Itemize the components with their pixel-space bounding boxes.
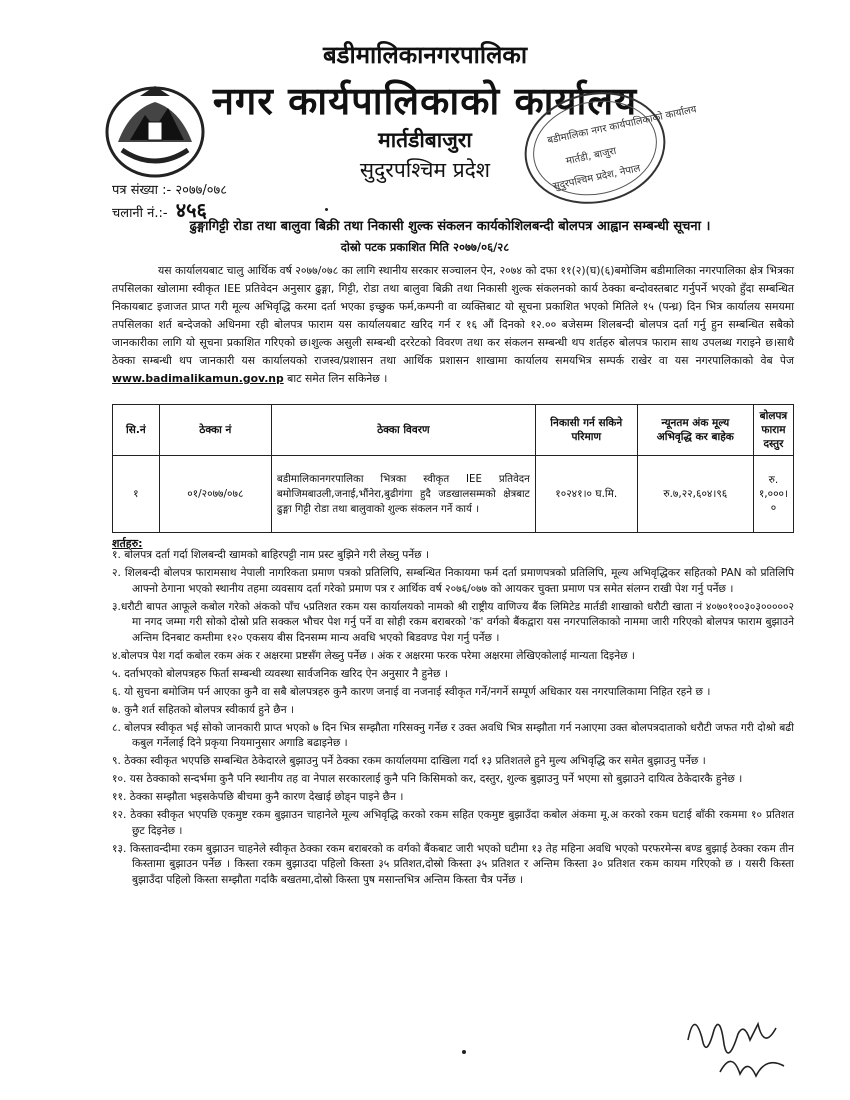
notice-paragraph — [112, 262, 794, 388]
term-item: १०. यस ठेक्काको सन्दर्भमा कुनै पनि स्थानीय तह वा नेपाल सरकारलाई कुनै पनि किसिमको कर, दस्तुर, शुल्क बुझाउनु पर्ने भएमा सो बुझाउने दायित्व ठेकेदारकै हुनेछ । — [112, 773, 743, 786]
cell-description: बडीमालिकानगरपालिका भित्रका स्वीकृत IEE प्रतिवेदन बमोजिमबाउली,जनाई,भौंनेरा,बुढीगंगा हुदै जडखालसम्मको क्षेत्रबाट ढुङ्गा गिट्टी रोडा तथा बालुवाको शुल्क संकलन गर्ने कार्य । — [271, 456, 535, 533]
cell-serial: १ — [113, 456, 160, 533]
scan-speck — [325, 208, 328, 211]
province-name: सुदुरपश्चिम प्रदेश — [359, 158, 491, 182]
term-item: ११. ठेक्का सम्झौता भइसकेपछि बीचमा कुनै कारण देखाई छोड्न पाइने छैन । — [112, 791, 404, 804]
term-item: २. शिलबन्दी बोलपत्र फारामसाथ नेपाली नागरिकता प्रमाण पत्रको प्रतिलिपि, सम्बन्धित निकायमा फर्म दर्ता प्रमाणपत्रको प्रतिलिपि, मूल्य अभिवृद्धिकर सहितको PAN को प्रतिलिपि आफ्नो ठेगाना भएको स्थानीय तहमा व्यवसाय दर्ता गरेको प्रमाण पत्र र आर्थिक वर्ष २०७६/०७७ को आयकर चुक्ता प्रमाण पत्र समेत संलग्न राखी पेश गर्नु पर्नेछ । — [112, 566, 794, 595]
term-item: ५. दर्ताभएको बोलपत्रहरु फिर्ता सम्बन्धी व्यवस्था सार्वजनिक खरिद ऐन अनुसार नै हुनेछ । — [112, 667, 448, 680]
cell-quantity: १०२४१।० घ.मि. — [535, 456, 637, 533]
handwritten-signature — [680, 1000, 800, 1090]
col-serial: सि.नं — [113, 405, 160, 456]
term-item: ४.बोलपत्र पेश गर्दा कबोल रकम अंक र अक्षरमा प्रष्टसँग लेख्नु पर्नेछ । अंक र अक्षरमा फरक परेमा अक्षरमा लेखिएकोलाई मान्यता दिइनेछ । — [112, 649, 635, 662]
col-quantity: निकासी गर्न सकिने परिमाण — [535, 405, 637, 456]
website-link[interactable]: www.badimalikamun.gov.np — [112, 372, 284, 385]
term-item: ३.धरौटी बापत आफूले कबोल गरेको अंकको पाँच ५प्रतिशत रकम यस कार्यालयको नामको श्री राष्ट्रीय वाणिज्य बैंक लिमिटेड मार्तडी शाखाको धरौटी खाता नं ४०७०१००३०३०००००२ मा नगद जम्मा गरी सोको दोस्रो प्रति सक्कल भौचर पेश गर्नु पर्ने वा सोही रकम बराबरको 'क' वर्गको बैंकद्वारा यस नगरपालिकाको नाममा जारी गरिएको बोलपत्र फाराम बुझाउने अन्तिम दिनबाट कम्तीमा १२० एकसय बीस दिनसम्म मान्य अवधि भएको बिडवण्ड पेश गर्नु पर्नेछ । — [112, 600, 794, 644]
terms-list — [112, 548, 794, 891]
contract-table — [112, 404, 794, 533]
svg-text:सुदुरपश्चिम प्रदेश, नेपाल: सुदुरपश्चिम प्रदेश, नेपाल — [552, 163, 642, 193]
term-item: १. बोलपत्र दर्ता गर्दा शिलबन्दी खामको बाहिरपट्टी नाम प्रस्ट बुझिने गरी लेख्नु पर्नेछ । — [112, 549, 429, 561]
term-item: ७. कुनै शर्त सहितको बोलपत्र स्वीकार्य हुने छैन । — [112, 703, 294, 716]
table-row — [113, 456, 794, 533]
district-name: मार्तडीबाजुरा — [378, 128, 472, 152]
col-form-fee: बोलपत्र फाराम दस्तुर — [753, 405, 793, 456]
publication-date: दोस्रो पटक प्रकाशित मिति २०७७/०६/२८ — [340, 240, 510, 254]
notice-paragraph-end: बाट समेत लिन सकिनेछ । — [287, 372, 388, 385]
col-minimum-amount: न्यूनतम अंक मूल्य अभिवृद्धि कर बाहेक — [637, 405, 753, 456]
term-item: ९. ठेक्का स्वीकृत भएपछि सम्बन्धित ठेकेदारले बुझाउनु पर्ने ठेक्का रकम कार्यालयमा दाखिला गर्दा १३ प्रतिशतले हुने मुल्य अभिवृद्धि कर समेत बुझाउनु पर्नेछ । — [112, 755, 706, 768]
term-item: ६. यो सुचना बमोजिम पर्न आएका कुनै वा सबै बोलपत्रहरु कुनै कारण जनाई वा नजनाई स्वीकृत गर्ने/नगर्ने सम्पूर्ण अधिकार यस नगरपालिकामा निहित रहने छ । — [112, 685, 711, 698]
cell-form-fee: रु. १,०००।० — [753, 456, 793, 533]
cell-contract-no: ०१/२०७७/०७८ — [159, 456, 271, 533]
terms-heading: शर्तहरु: — [112, 537, 143, 550]
col-contract-no: ठेक्का नं — [159, 405, 271, 456]
svg-text:मार्तडी, बाजुरा: मार्तडी, बाजुरा — [565, 145, 618, 168]
dispatch-number: ४५६ — [175, 198, 207, 222]
term-item: १३. किस्तावन्दीमा रकम बुझाउन चाहनेले स्वीकृत ठेक्का रकम बराबरको क वर्गको बैंकबाट जारी भएको घटीमा १३ तेह महिना अवधि भएको परफरमेन्स बण्ड बुझाई ठेक्का रकम तीन किस्तामा बुझाउन पर्नेछ । किस्ता रकम बुझाउदा पहिलो किस्ता ३५ प्रतिशत,दोस्रो किस्ता ३५ प्रतिशत र अन्तिम किस्ता ३० प्रतिशत रकम कायम गरिएको छ । यसरी किस्ता बुझाउँदा पहिलो किस्ता सम्झौता गर्दाकै बखतमा,दोस्रो किस्ता पुष मसान्तभित्र अन्तिम किस्ता चैत्र पर्नेछ । — [112, 842, 794, 886]
official-stamp — [520, 88, 698, 208]
term-item: ८. बोलपत्र स्वीकृत भई सोको जानकारी प्राप्त भएको ७ दिन भित्र सम्झौता गरिसक्नु गर्नेछ र उक्त अवधि भित्र सम्झौता गर्न नआएमा उक्त बोलपत्रदाताको धरौटी जफत गरी दोश्रो बढी कबुल गर्नेलाई दिने प्रकृया नियमानुसार अगाडि बढाइनेछ । — [112, 721, 794, 750]
dispatch-label: चलानी नं.:- — [112, 206, 168, 221]
term-item: १२. ठेक्का स्वीकृत भएपछि एकमुष्ट रकम बुझाउन चाहानेले मूल्य अभिवृद्धि करको रकम सहित एकमुष्ट बुझाउँदा कबोल अंकमा मू.अ करको रकम घटाई बाँकी रकममा १० प्रतिशत छुट दिइनेछ । — [112, 809, 794, 837]
scan-speck — [462, 1050, 466, 1054]
municipality-name: बडीमालिकानगरपालिका — [322, 41, 528, 69]
office-title: नगर कार्यपालिकाको कार्यालय — [212, 79, 638, 123]
cell-minimum-amount: रु.७,२२,६०४।९६ — [637, 456, 753, 533]
table-header-row — [113, 405, 794, 456]
notice-paragraph-text: यस कार्यालयबाट चालु आर्थिक वर्ष २०७७/०७८ का लागि स्थानीय सरकार सञ्चालन ऐन, २०७४ को दफा ११(२)(घ)(६)बमोजिम बडीमालिका नगरपालिका क्षेत्र भित्रका तपसिलका खोलामा स्वीकृत IEE प्रतिवेदन अनुसार ढुङ्गा, गिट्टी, रोडा तथा बालुवा बिक्री तथा निकासी शुल्क संकलनको कार्य ठेक्का बन्दोवस्तबाट गर्नुपर्ने भएको हुँदा सम्बन्धित निकायबाट इजाजत प्राप्त गरी मूल्य अभिवृद्धि करमा दर्ता भएका इच्छुक फर्म,कम्पनी वा व्यक्तिबाट यो सूचना प्रकाशित भएको मितिले १५ (पन्ध्र) दिन भित्र कार्यालय समयमा तपसिलका शर्त बन्देजको अधिनमा रही बोलपत्र फाराम यस कार्यालयबाट खरिद गर्न र १६ औं दिनको १२.०० बजेसम्म शिलबन्दी बोलपत्र दर्ता गर्नु हुन सम्बन्धित सबैको जानकारीका लागि यो सूचना प्रकाशित गरिएको छ।शुल्क असुली सम्बन्धी दररेटको विवरण तथा कर संकलन सम्बन्धी थप शर्तहरु बोलपत्र फाराम साथ उपलब्ध गराइने छ।साथै ठेक्का सम्बन्धी थप जानकारी यस कार्यालयको राजस्व/प्रशासन तथा आर्थिक प्रशासन शाखामा कार्यालय समयभित्र सम्पर्क राखेर वा यस नगरपालिकाको वेब पेज — [112, 264, 795, 367]
notice-subject: ढुङ्गागिट्टी रोडा तथा बालुवा बिक्री तथा निकासी शुल्क संकलन कार्यकोशिलबन्दी बोलपत्र आह्वान सम्बन्धी सूचना । — [189, 219, 711, 234]
letter-number: पत्र संख्या :- २०७७/०७८ — [112, 183, 228, 198]
svg-text:बडीमालिका नगर कार्यपालिकाको का: बडीमालिका नगर कार्यपालिकाको कार्यालय — [546, 104, 698, 147]
col-description: ठेक्का विवरण — [271, 405, 535, 456]
